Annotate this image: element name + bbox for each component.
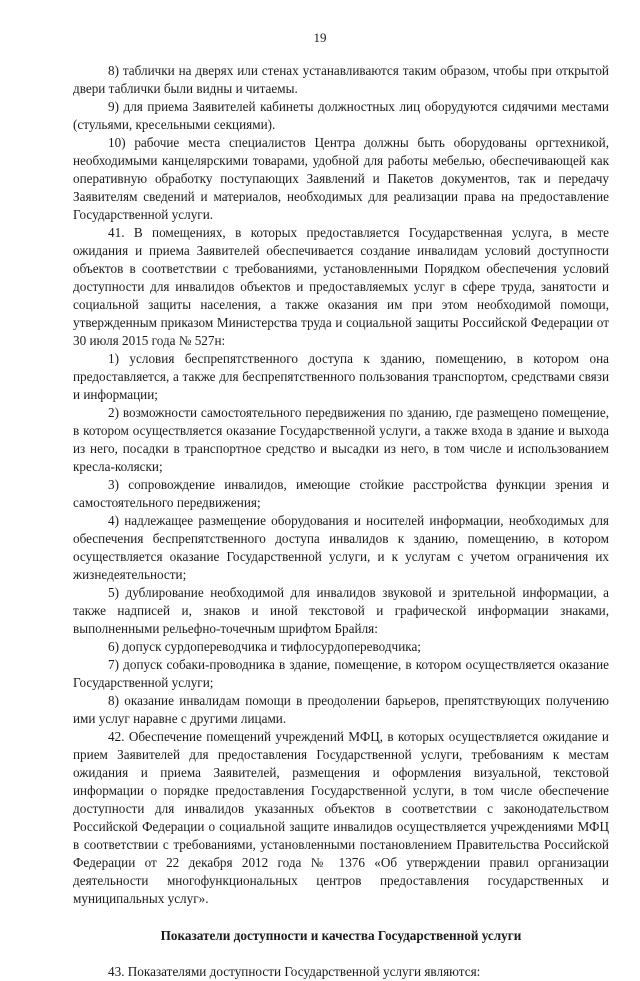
paragraph-sub-1: 1) условия беспрепятственного доступа к зданию, помещению, в котором она предоставляется, а также для беспрепятственного пользования транспортом, средствами связи и информации; — [73, 351, 609, 402]
paragraph-sub-8: 8) оказание инвалидам помощи в преодолении барьеров, препятствующих получению ими услуг наравне с другими лицами. — [73, 693, 609, 726]
paragraph-clause-43: 43. Показателями доступности Государственной услуги являются: — [108, 964, 481, 979]
section-heading: Показатели доступности и качества Государственной услуги — [160, 928, 522, 943]
paragraph-item-8-door-signs: 8) таблички на дверях или стенах устанавливаются таким образом, чтобы при открытой двери таблички были видны и читаемы. — [73, 63, 609, 96]
page-number: 19 — [313, 30, 327, 45]
paragraph-clause-42: 42. Обеспечение помещений учреждений МФЦ, в которых осуществляется ожидание и прием Заявителей для предоставления Государственной услуги, требованиям к местам ожидания и приема Заявителей, размещения и оформления визуальной, текстовой информации о порядке предоставления Государственной услуги, в том числе обеспечение доступности для инвалидов указанных объектов в соответствии с законодательством Российской Федерации о социальной защите инвалидов осуществляется учреждениями МФЦ в соответствии с требованиями, установленными постановлением Правительства Российской Федерации от 22 декабря 2012 года № 1376 «Об утверждении правил организации деятельности многофункциональных центров предоставления государственных и муниципальных услуг». — [73, 729, 609, 906]
document-body — [73, 62, 609, 981]
paragraph-clause-41: 41. В помещениях, в которых предоставляется Государственная услуга, в месте ожидания и приема Заявителей обеспечивается создание инвалидам условий доступности объектов в соответствии с требованиями, установленными Порядком обеспечения условий доступности для инвалидов объектов и предоставляемых услуг в сфере труда, занятости и социальной защиты населения, а также оказания им при этом необходимой помощи, утвержденным приказом Министерства труда и социальной защиты Российской Федерации от 30 июля 2015 года № 527н: — [73, 225, 609, 348]
paragraph-sub-2: 2) возможности самостоятельного передвижения по зданию, где размещено помещение, в котором осуществляется оказание Государственной услуги, а также входа в здание и выхода из него, посадки в транспортное средство и высадки из него, в том числе и использованием кресла-коляски; — [73, 405, 609, 474]
paragraph-item-9-seating: 9) для приема Заявителей кабинеты должностных лиц оборудуются сидячими местами (стульями, кресельными секциями). — [73, 99, 609, 132]
paragraph-sub-5: 5) дублирование необходимой для инвалидов звуковой и зрительной информации, а также надписей и, знаков и иной текстовой и графической информации знаками, выполненными рельефно-точечным шрифтом Брайля: — [73, 585, 609, 636]
paragraph-sub-4: 4) надлежащее размещение оборудования и носителей информации, необходимых для обеспечения беспрепятственного доступа инвалидов к зданию, помещению, в котором осуществляется оказание Государственной услуги, и к услугам с учетом ограничения их жизнедеятельности; — [73, 513, 609, 582]
paragraph-sub-7: 7) допуск собаки-проводника в здание, помещение, в котором осуществляется оказание Государственной услуги; — [73, 657, 609, 690]
paragraph-sub-3: 3) сопровождение инвалидов, имеющие стойкие расстройства функции зрения и самостоятельного передвижения; — [73, 477, 609, 510]
paragraph-sub-6: 6) допуск сурдопереводчика и тифлосурдопереводчика; — [108, 639, 421, 654]
paragraph-item-10-workplaces: 10) рабочие места специалистов Центра должны быть оборудованы оргтехникой, необходимыми канцелярскими товарами, удобной для работы мебелью, обеспечивающей как оперативную обработку поступающих Заявлений и Пакетов документов, так и передачу Заявителям сведений и материалов, необходимых для реализации права на предоставление Государственной услуги. — [73, 135, 609, 222]
